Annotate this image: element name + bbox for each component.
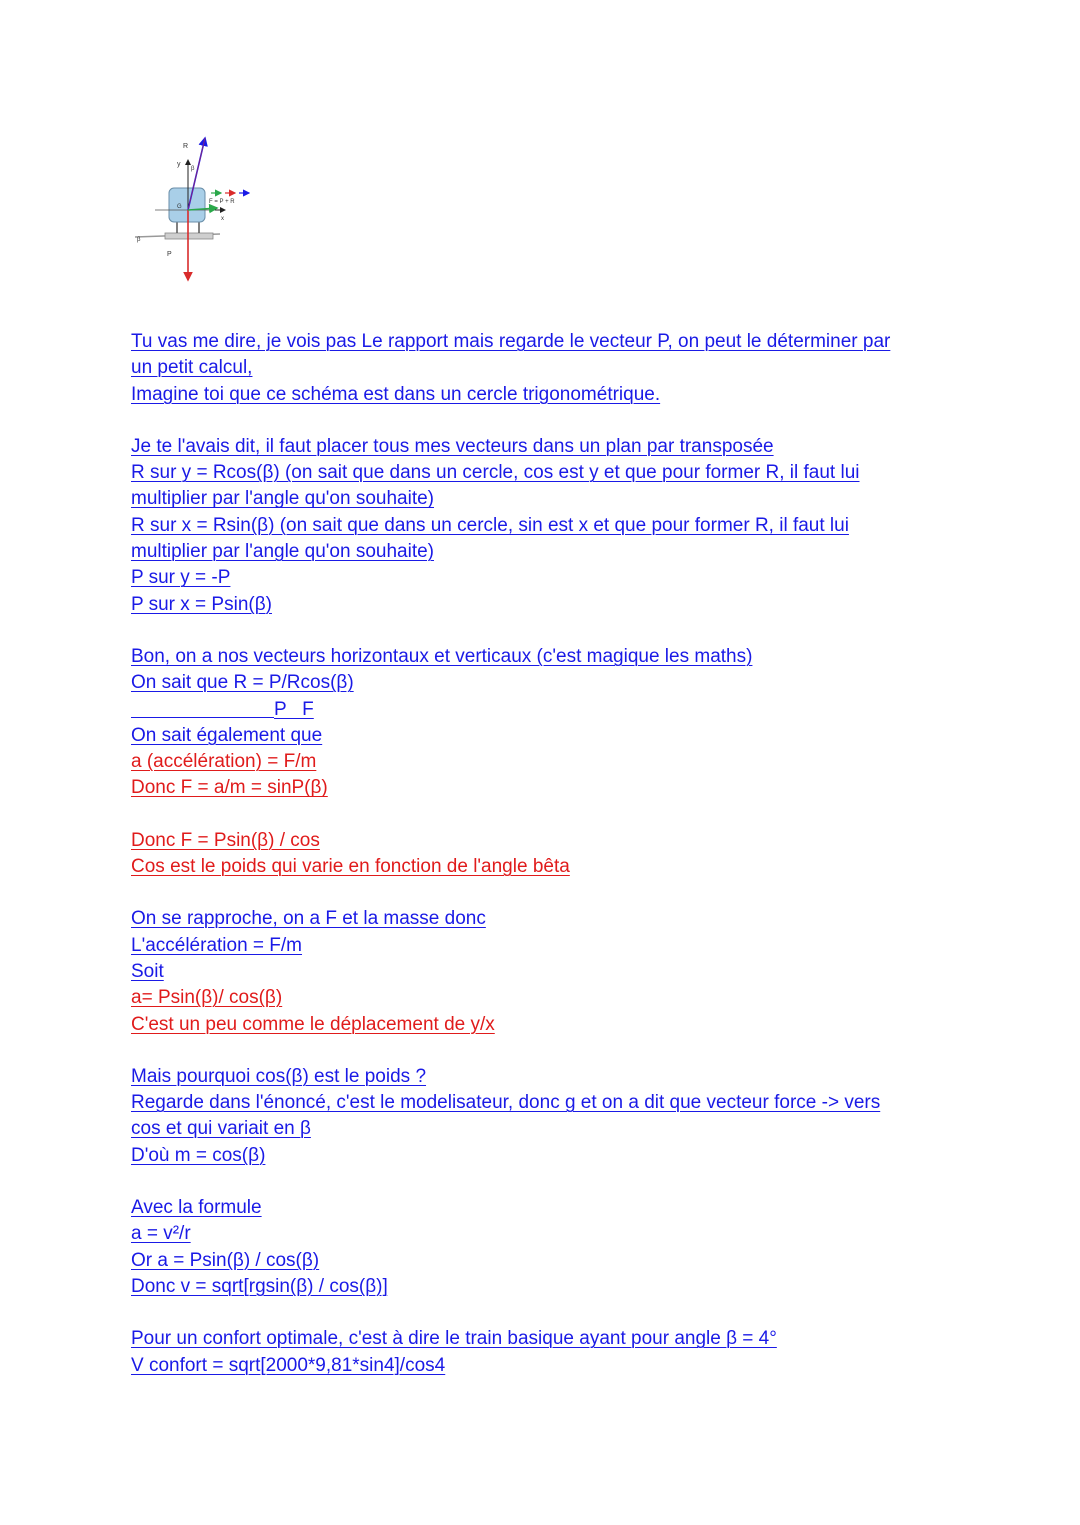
paragraph xyxy=(131,906,951,1037)
label-r: R xyxy=(183,143,189,150)
text-line: a (accélération) = F/m xyxy=(131,751,317,773)
rail xyxy=(165,233,213,239)
text-line: Donc F = Psin(β) / cos xyxy=(131,829,320,851)
text-line: a = v²/r xyxy=(131,1223,191,1245)
text-line: Imagine toi que ce schéma est dans un cercle trigonométrique. xyxy=(131,383,661,405)
label-beta: β xyxy=(191,166,195,172)
text-line: Cos est le poids qui varie en fonction de l'angle bêta xyxy=(131,856,570,878)
label-beta-base: β xyxy=(137,237,141,243)
train-block xyxy=(169,188,205,222)
text-line: Donc F = a/m = sinP(β) xyxy=(131,777,328,799)
text-line: R sur x = Rsin(β) (on sait que dans un cercle, sin est x et que pour former R, il faut lui xyxy=(131,514,849,536)
text-line: D'où m = cos(β) xyxy=(131,1144,266,1166)
label-x: x xyxy=(221,216,224,222)
force-diagram xyxy=(125,130,265,290)
paragraph xyxy=(131,1326,951,1379)
fraction-text: P F xyxy=(274,698,314,720)
text-line: On sait que R = P/Rcos(β) xyxy=(131,672,354,694)
notes-body xyxy=(131,329,951,1405)
text-line: On se rapproche, on a F et la masse donc xyxy=(131,908,486,930)
paragraph xyxy=(131,1195,951,1300)
paragraph xyxy=(131,828,951,881)
text-line: Je te l'avais dit, il faut placer tous mes vecteurs dans un plan par transposée xyxy=(131,435,774,457)
label-p: P xyxy=(167,251,172,258)
text-line: Bon, on a nos vecteurs horizontaux et verticaux (c'est magique les maths) xyxy=(131,645,753,667)
text-line: P sur y = -P xyxy=(131,567,231,589)
fraction-underline xyxy=(131,697,274,718)
paragraph xyxy=(131,329,951,408)
paragraph xyxy=(131,644,951,802)
text-line: Donc v = sqrt[rgsin(β) / cos(β)] xyxy=(131,1275,388,1297)
text-line: cos et qui variait en β xyxy=(131,1118,311,1140)
label-g: G xyxy=(177,204,182,210)
label-y: y xyxy=(177,161,181,168)
text-line: L'accélération = F/m xyxy=(131,934,303,956)
text-line: R sur y = Rcos(β) (on sait que dans un cercle, cos est y et que pour former R, il faut lui xyxy=(131,462,860,484)
text-line: Avec la formule xyxy=(131,1197,262,1219)
paragraph xyxy=(131,434,951,618)
text-line: P sur x = Psin(β) xyxy=(131,593,272,615)
force-diagram-svg xyxy=(125,130,265,290)
text-line: Soit xyxy=(131,960,164,982)
text-line: multiplier par l'angle qu'on souhaite) xyxy=(131,488,434,510)
text-line: a= Psin(β)/ cos(β) xyxy=(131,987,283,1009)
fraction-labels xyxy=(131,697,951,723)
text-line: Regarde dans l'énoncé, c'est le modelisateur, donc g et on a dit que vecteur force -> vers xyxy=(131,1092,881,1114)
text-line: On sait également que xyxy=(131,724,323,746)
text-line: V confort = sqrt[2000*9,81*sin4]/cos4 xyxy=(131,1354,446,1376)
text-line: Or a = Psin(β) / cos(β) xyxy=(131,1249,320,1271)
text-line: C'est un peu comme le déplacement de y/x xyxy=(131,1013,495,1035)
text-line: multiplier par l'angle qu'on souhaite) xyxy=(131,541,434,563)
text-line: Tu vas me dire, je vois pas Le rapport mais regarde le vecteur P, on peut le déterminer par xyxy=(131,331,891,352)
text-line: Mais pourquoi cos(β) est le poids ? xyxy=(131,1065,427,1087)
text-line: un petit calcul, xyxy=(131,357,253,379)
text-line: Pour un confort optimale, c'est à dire le train basique ayant pour angle β = 4° xyxy=(131,1328,777,1350)
label-f: F = P + R xyxy=(209,199,235,205)
paragraph xyxy=(131,1064,951,1169)
